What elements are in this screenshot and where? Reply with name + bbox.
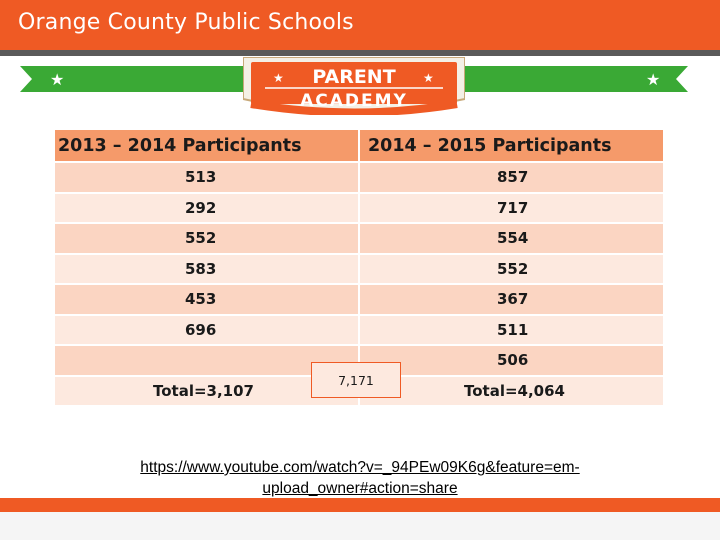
combined-total-callout: 7,171 — [311, 362, 401, 398]
table-cell: 367 — [359, 284, 663, 315]
footer-bar — [0, 512, 720, 540]
column-header-2014: 2014 – 2015 Participants — [359, 130, 663, 162]
total-2013: Total=3,107 — [55, 376, 359, 406]
total-2014: Total=4,064 — [359, 376, 663, 406]
logo-line2: ACADEMY — [300, 91, 408, 111]
table-cell: 453 — [55, 284, 359, 315]
ribbon-star-left-icon: ★ — [50, 70, 65, 89]
table-cell: 857 — [359, 162, 663, 193]
header-divider — [0, 50, 720, 56]
table-cell: 513 — [55, 162, 359, 193]
table-cell: 552 — [55, 223, 359, 254]
footer-orange-band — [0, 498, 720, 512]
table-row — [55, 193, 663, 224]
logo-star-left-icon: ★ — [273, 71, 284, 85]
header-bar — [0, 0, 720, 50]
header-title: Orange County Public Schools — [18, 10, 354, 35]
table-cell: 554 — [359, 223, 663, 254]
table-cell: 292 — [55, 193, 359, 224]
table-row — [55, 254, 663, 285]
youtube-link[interactable]: https://www.youtube.com/watch?v=_94PEw09K6g&feature=em-upload_owner#action=share — [140, 459, 580, 497]
table-cell: 696 — [55, 315, 359, 346]
table-cell: 506 — [359, 345, 663, 376]
parent-academy-logo — [243, 57, 465, 115]
table-cell: 717 — [359, 193, 663, 224]
table-cell: 552 — [359, 254, 663, 285]
table-row — [55, 315, 663, 346]
table-cell: 511 — [359, 315, 663, 346]
table-row — [55, 284, 663, 315]
table-cell: 583 — [55, 254, 359, 285]
column-header-2013: 2013 – 2014 Participants — [55, 130, 359, 162]
table-header-row — [55, 130, 663, 162]
logo-line1: PARENT — [312, 66, 396, 88]
ribbon-star-right-icon: ★ — [646, 70, 661, 89]
table-row — [55, 223, 663, 254]
table-row — [55, 162, 663, 193]
logo-star-right-icon: ★ — [423, 71, 434, 85]
